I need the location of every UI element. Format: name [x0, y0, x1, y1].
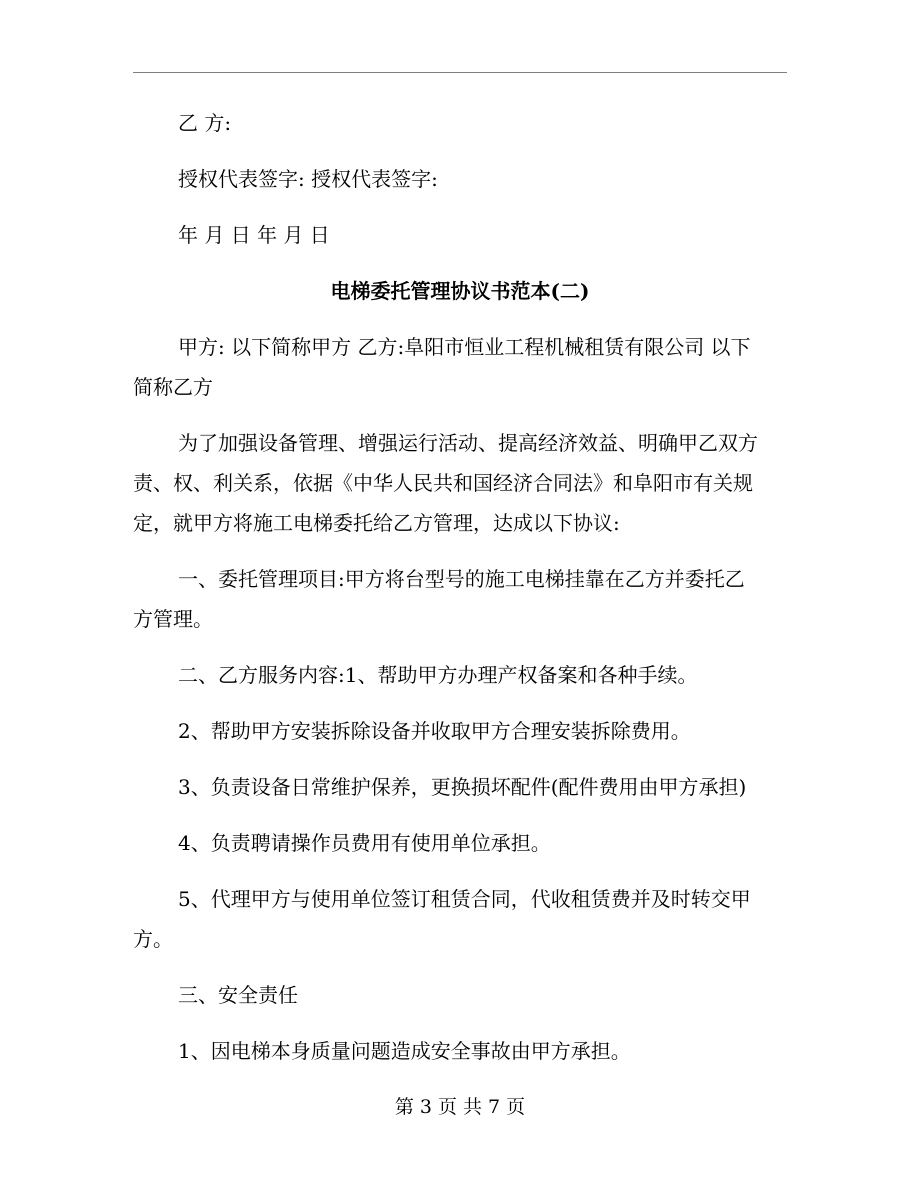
parties-line-1: 甲方: 以下简称甲方 乙方:阜阳市恒业工程机械租赁有限公司 以下	[178, 335, 751, 359]
party-b-label: 乙 方:	[178, 111, 232, 135]
preamble-line-2: 责、权、利关系，依据《中华人民共和国经济合同法》和阜阳市有关规	[133, 471, 753, 495]
preamble-line-3: 定，就甲方将施工电梯委托给乙方管理，达成以下协议:	[133, 511, 620, 535]
parties-line-2: 简称乙方	[133, 375, 213, 399]
clause1-line-1: 一、委托管理项目:甲方将台型号的施工电梯挂靠在乙方并委托乙	[178, 567, 745, 591]
document-title: 电梯委托管理协议书范本(二)	[330, 279, 590, 303]
clause2-item-5-line-2: 方。	[133, 927, 173, 951]
clause2-item-4: 4、负责聘请操作员费用有使用单位承担。	[178, 831, 551, 855]
clause2-item-2: 2、帮助甲方安装拆除设备并收取甲方合理安装拆除费用。	[178, 719, 691, 743]
header-rule	[133, 72, 787, 73]
date-line: 年 月 日 年 月 日	[178, 223, 330, 247]
clause3-item-1: 1、因电梯本身质量问题造成安全事故由甲方承担。	[178, 1039, 631, 1063]
clause2-item-5-line-1: 5、代理甲方与使用单位签订租赁合同，代收租赁费并及时转交甲	[178, 887, 751, 911]
clause2-line-1: 二、乙方服务内容:1、帮助甲方办理产权备案和各种手续。	[178, 663, 698, 687]
page-footer: 第 3 页 共 7 页	[394, 1096, 526, 1118]
clause1-line-2: 方管理。	[133, 607, 213, 631]
clause3-heading: 三、安全责任	[178, 983, 298, 1007]
preamble-line-1: 为了加强设备管理、增强运行活动、提高经济效益、明确甲乙双方	[178, 431, 758, 455]
signature-line: 授权代表签字: 授权代表签字:	[178, 167, 438, 191]
clause2-item-3: 3、负责设备日常维护保养，更换损坏配件(配件费用由甲方承担)	[178, 775, 747, 799]
